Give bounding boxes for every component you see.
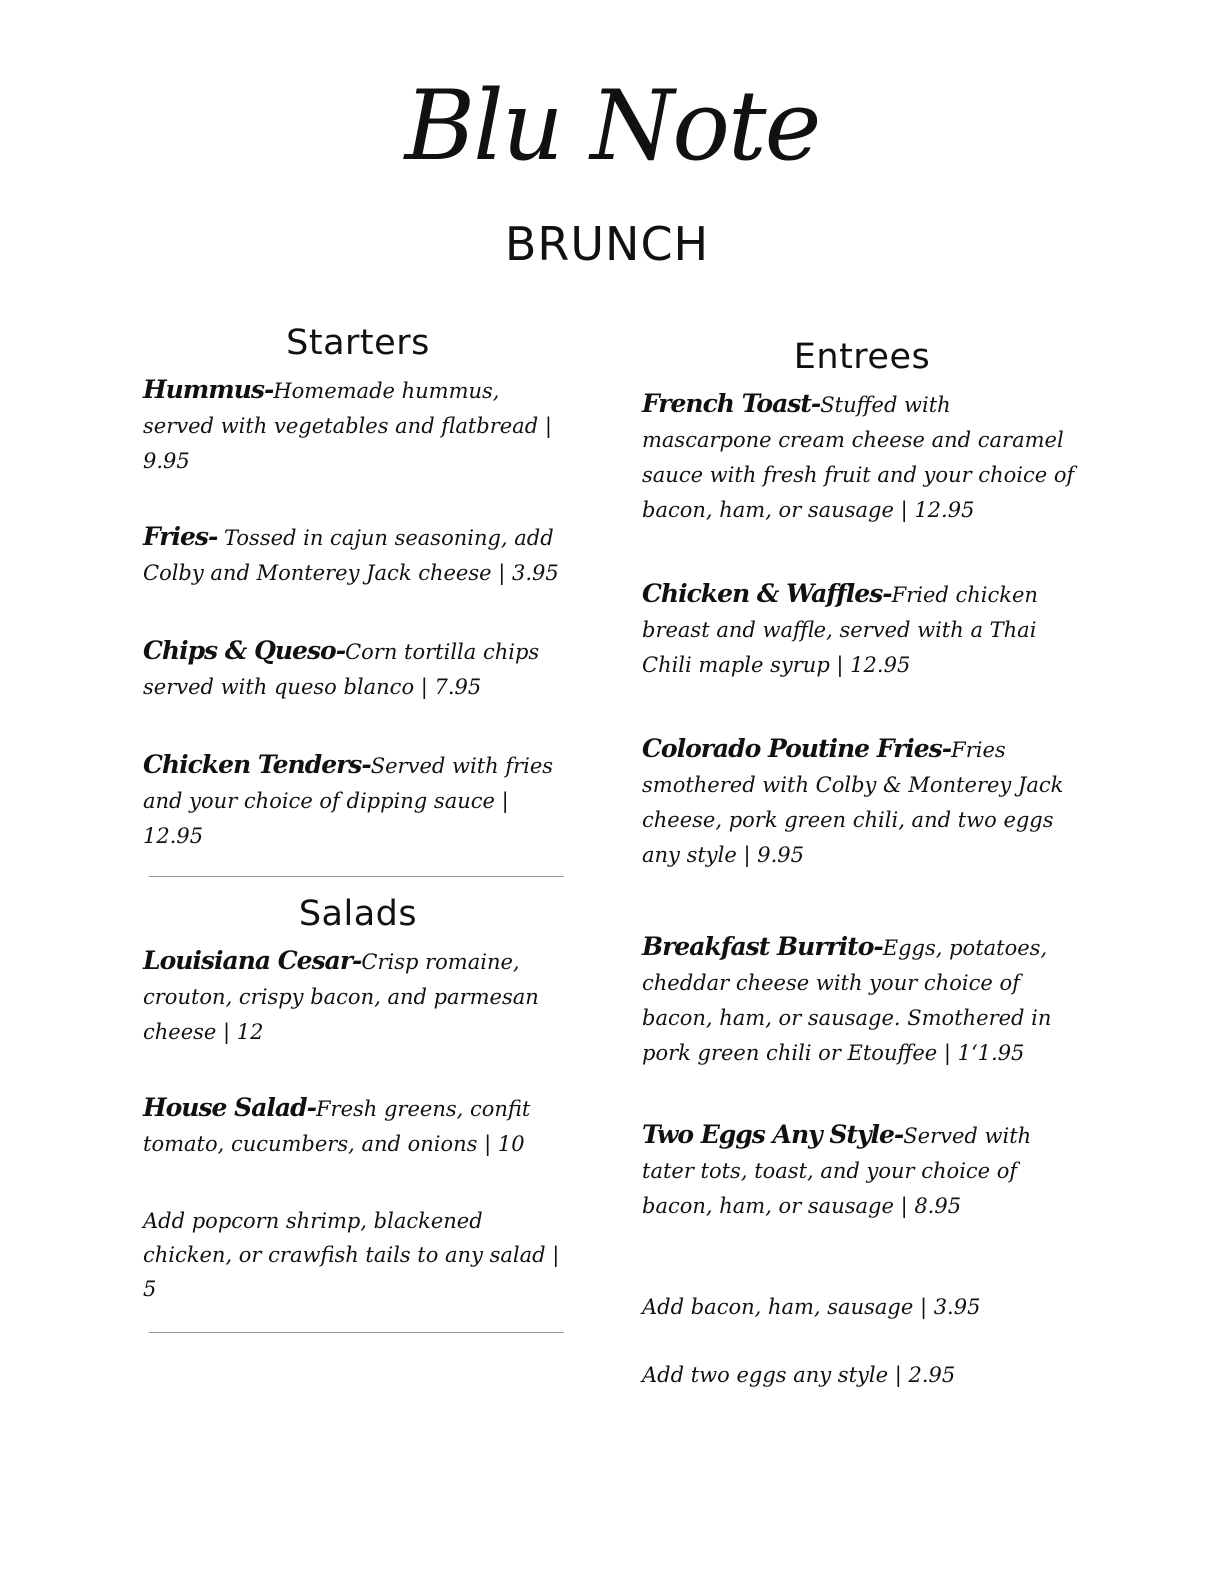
item-description: Fried chicken breast and waffle, served with a Thai Chili maple syrup | 12.95 xyxy=(642,583,1038,677)
item-description: Corn tortilla chips served with queso blanco | 7.95 xyxy=(143,640,540,699)
menu-item-breakfast-burrito xyxy=(642,929,1082,1071)
starters-heading: Starters xyxy=(286,323,430,363)
item-description: Stuffed with mascarpone cream cheese and caramel sauce with fresh fruit and your choice of bacon, ham, or sausage | 12.95 xyxy=(642,393,1075,522)
item-description: Homemade hummus, served with vegetables and flatbread | 9.95 xyxy=(143,379,552,473)
item-name: French Toast- xyxy=(642,389,821,418)
entree-addon-note-meat: Add bacon, ham, sausage | 3.95 xyxy=(642,1295,981,1319)
item-description: Fries smothered with Colby & Monterey Jack cheese, pork green chili, and two eggs any style | 9.95 xyxy=(642,738,1064,867)
item-description: Tossed in cajun seasoning, add Colby and Monterey Jack cheese | 3.95 xyxy=(143,526,559,585)
item-name: Fries- xyxy=(143,522,218,551)
salad-addon-note: Add popcorn shrimp, blackened chicken, or crawfish tails to any salad | 5 xyxy=(143,1209,560,1301)
restaurant-name: Blu Note xyxy=(404,70,820,182)
item-name: Two Eggs Any Style- xyxy=(642,1120,904,1149)
menu-item-two-eggs xyxy=(642,1117,1082,1224)
menu-item-louisiana-cesar xyxy=(143,943,573,1050)
item-name: Breakfast Burrito- xyxy=(642,932,883,961)
menu-item-colorado-poutine xyxy=(642,731,1082,873)
menu-item-house-salad xyxy=(143,1090,573,1162)
item-name: Colorado Poutine Fries- xyxy=(642,734,952,763)
item-description: Served with fries and your choice of dipping sauce | 12.95 xyxy=(143,754,554,848)
item-name: House Salad- xyxy=(143,1093,316,1122)
salads-heading: Salads xyxy=(298,894,418,934)
menu-item-fries xyxy=(143,519,573,591)
menu-item-hummus xyxy=(143,372,573,479)
item-name: Chicken Tenders- xyxy=(143,750,371,779)
item-description: Fresh greens, confit tomato, cucumbers, and onions | 10 xyxy=(143,1097,531,1156)
item-description: Crisp romaine, crouton, crispy bacon, and parmesan cheese | 12 xyxy=(143,950,539,1044)
menu-item-chicken-waffles xyxy=(642,576,1082,683)
menu-item-chips-queso xyxy=(143,633,573,705)
item-name: Chicken & Waffles- xyxy=(642,579,892,608)
item-name: Hummus- xyxy=(143,375,274,404)
item-name: Louisiana Cesar- xyxy=(143,946,362,975)
right-column xyxy=(642,332,1082,1392)
menu-item-chicken-tenders xyxy=(143,747,573,854)
item-description: Served with tater tots, toast, and your choice of bacon, ham, or sausage | 8.95 xyxy=(642,1124,1032,1218)
item-description: Eggs, potatoes, cheddar cheese with your choice of bacon, ham, or sausage. Smothered in pork green chili or Etouffee | 1‘1.95 xyxy=(642,936,1052,1065)
menu-item-french-toast xyxy=(642,386,1082,528)
entrees-heading: Entrees xyxy=(793,337,931,377)
entree-addon-note-eggs: Add two eggs any style | 2.95 xyxy=(642,1363,956,1387)
item-name: Chips & Queso- xyxy=(143,636,346,665)
section-divider xyxy=(149,1332,564,1333)
left-column xyxy=(143,318,573,1333)
menu-title: BRUNCH xyxy=(504,217,710,271)
